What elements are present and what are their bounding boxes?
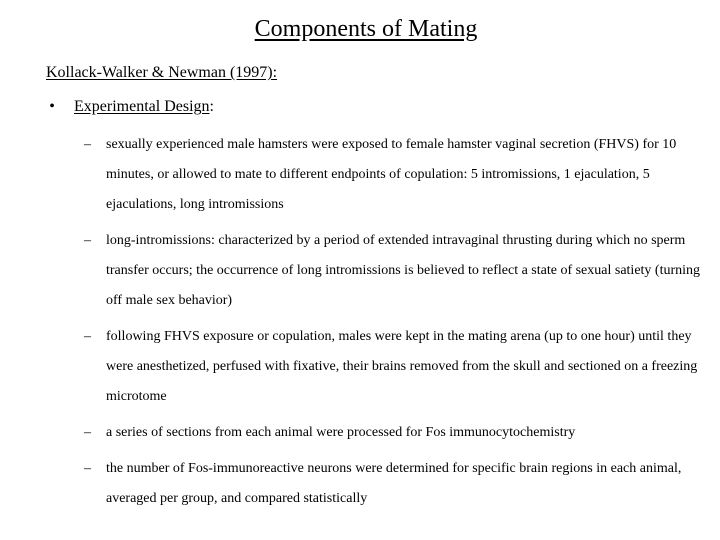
bullet-marker: • bbox=[49, 98, 55, 115]
dash-marker: – bbox=[84, 461, 91, 476]
sub-bullet-statistics bbox=[84, 454, 704, 514]
bullet-experimental-design bbox=[30, 96, 214, 118]
sub-bullet-list bbox=[84, 130, 704, 514]
sub-bullet-exposure bbox=[84, 130, 704, 220]
dash-marker: – bbox=[84, 137, 91, 152]
sub-bullet-procedure bbox=[84, 322, 704, 412]
sub-bullet-fos-processing bbox=[84, 418, 704, 448]
experimental-design-colon: : bbox=[209, 98, 214, 115]
dash-marker: – bbox=[84, 329, 91, 344]
slide-title: Components of Mating bbox=[254, 16, 478, 42]
reference-heading: Kollack-Walker & Newman (1997): bbox=[46, 64, 278, 81]
experimental-design-label: Experimental Design bbox=[74, 98, 210, 115]
sub-bullet-long-intromissions bbox=[84, 226, 704, 316]
sub-bullet-text: following FHVS exposure or copulation, males were kept in the mating arena (up to one hour) until they were anesthetized, perfused with fixative, their brains removed from the skull and sectioned on a freezing microtome bbox=[106, 329, 698, 404]
sub-bullet-text: sexually experienced male hamsters were exposed to female hamster vaginal secretion (FHVS) for 10 minutes, or allowed to mate to different endpoints of copulation: 5 intromissions, 1 ejaculation, 5 ejaculations, long intromissions bbox=[106, 137, 677, 212]
dash-marker: – bbox=[84, 233, 91, 248]
sub-bullet-text: a series of sections from each animal were processed for Fos immunocytochemistry bbox=[106, 425, 576, 440]
sub-bullet-text: long-intromissions: characterized by a period of extended intravaginal thrusting during which no sperm transfer occurs; the occurrence of long intromissions is believed to reflect a state of sexual satiety (turning off male sex behavior) bbox=[106, 233, 701, 308]
sub-bullet-text: the number of Fos-immunoreactive neurons were determined for specific brain regions in each animal, averaged per group, and compared statistically bbox=[106, 461, 682, 506]
dash-marker: – bbox=[84, 425, 91, 440]
